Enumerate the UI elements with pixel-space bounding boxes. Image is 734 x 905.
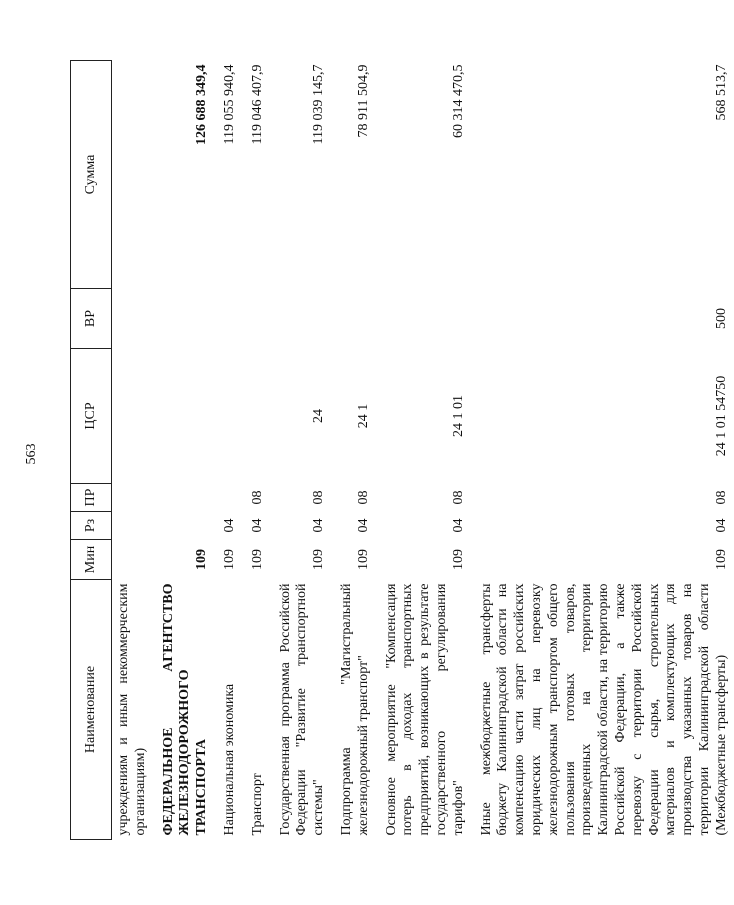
row-name: Транспорт bbox=[249, 773, 265, 836]
row-pr: 08 bbox=[355, 490, 371, 505]
row-rz: 04 bbox=[355, 518, 371, 533]
row-vr bbox=[376, 289, 471, 349]
row-pr bbox=[112, 484, 153, 512]
row-csr: 24 1 bbox=[355, 403, 371, 429]
row-csr: 24 bbox=[311, 409, 327, 423]
row-pr: 08 bbox=[713, 490, 729, 505]
header-min: Мин bbox=[71, 540, 112, 580]
table-row bbox=[153, 61, 214, 840]
row-pr: 08 bbox=[450, 490, 466, 505]
row-min: 109 bbox=[713, 549, 729, 570]
row-vr: 500 bbox=[713, 308, 729, 329]
row-rz: 04 bbox=[450, 518, 466, 533]
row-rz bbox=[112, 512, 153, 540]
header-name: Наименование bbox=[71, 580, 112, 840]
row-sum: 126 688 349,4 bbox=[194, 64, 210, 145]
row-min: 109 bbox=[194, 549, 210, 570]
table-header-row bbox=[71, 61, 112, 840]
row-min: 109 bbox=[450, 549, 466, 570]
row-vr bbox=[112, 289, 153, 349]
row-sum: 568 513,7 bbox=[713, 64, 729, 121]
row-csr bbox=[214, 349, 242, 484]
row-csr: 24 1 01 bbox=[450, 395, 466, 437]
header-pr: ПР bbox=[71, 484, 112, 512]
table-row bbox=[214, 61, 242, 840]
budget-table bbox=[70, 60, 734, 840]
row-sum: 78 911 504,9 bbox=[355, 64, 371, 138]
row-sum: 119 055 940,4 bbox=[221, 64, 237, 145]
row-vr bbox=[214, 289, 242, 349]
row-name: Государственная программа Российской Федерации "Развитие транспортной системы" bbox=[277, 583, 327, 836]
row-vr bbox=[242, 289, 270, 349]
row-rz bbox=[153, 512, 214, 540]
table-row bbox=[270, 61, 331, 840]
table-row bbox=[331, 61, 376, 840]
row-sum: 119 039 145,7 bbox=[311, 64, 327, 145]
row-pr bbox=[153, 484, 214, 512]
row-name: учреждениям и иным некоммерческим организациям) bbox=[116, 583, 148, 836]
row-pr: 08 bbox=[311, 490, 327, 505]
table-row bbox=[471, 61, 734, 840]
row-pr: 08 bbox=[249, 490, 265, 505]
table-row bbox=[242, 61, 270, 840]
row-rz: 04 bbox=[713, 518, 729, 533]
row-csr bbox=[112, 349, 153, 484]
row-name: Основное мероприятие "Компенсация потерь в доходах транспортных предприятий, возникающих в результате государственного регулирования тарифов" bbox=[383, 583, 466, 836]
row-name: Подпрограмма "Магистральный железнодорожный транспорт" bbox=[338, 583, 371, 836]
row-rz: 04 bbox=[311, 518, 327, 533]
header-vr: ВР bbox=[71, 289, 112, 349]
row-vr bbox=[270, 289, 331, 349]
row-min: 109 bbox=[249, 549, 265, 570]
row-vr bbox=[153, 289, 214, 349]
row-sum: 60 314 470,5 bbox=[450, 64, 466, 138]
row-rz: 04 bbox=[221, 518, 237, 533]
row-sum bbox=[112, 61, 153, 289]
row-min: 109 bbox=[221, 549, 237, 570]
row-pr bbox=[214, 484, 242, 512]
header-csr: ЦСР bbox=[71, 349, 112, 484]
row-min bbox=[112, 540, 153, 580]
row-name: ФЕДЕРАЛЬНОЕ АГЕНТСТВО ЖЕЛЕЗНОДОРОЖНОГО ТРАНСПОРТА bbox=[160, 583, 210, 836]
row-name: Иные межбюджетные трансферты бюджету Калининградской области на компенсацию части затрат российских юридических лиц на перевозку железнодорожным транспортом общего пользования готовых товаров, произведенных на территории Калининградской области, на территорию Российской Федерации, а также перевозку с территории Российской Федерации сырья, строительных материалов и комплектующих для производства указанных товаров на территории Калининградской области (Межбюджетные трансферты) bbox=[478, 583, 729, 836]
table-row bbox=[112, 61, 153, 840]
row-csr bbox=[242, 349, 270, 484]
header-sum: Сумма bbox=[71, 61, 112, 289]
row-rz: 04 bbox=[249, 518, 265, 533]
row-name: Национальная экономика bbox=[221, 683, 237, 836]
row-vr bbox=[331, 289, 376, 349]
table-row bbox=[376, 61, 471, 840]
rotated-table-container bbox=[70, 60, 729, 840]
row-min: 109 bbox=[311, 549, 327, 570]
header-rz: Рз bbox=[71, 512, 112, 540]
row-min: 109 bbox=[355, 549, 371, 570]
page-number: 563 bbox=[24, 443, 39, 465]
row-csr: 24 1 01 54750 bbox=[713, 375, 729, 457]
row-csr bbox=[153, 349, 214, 484]
row-sum: 119 046 407,9 bbox=[249, 64, 265, 145]
